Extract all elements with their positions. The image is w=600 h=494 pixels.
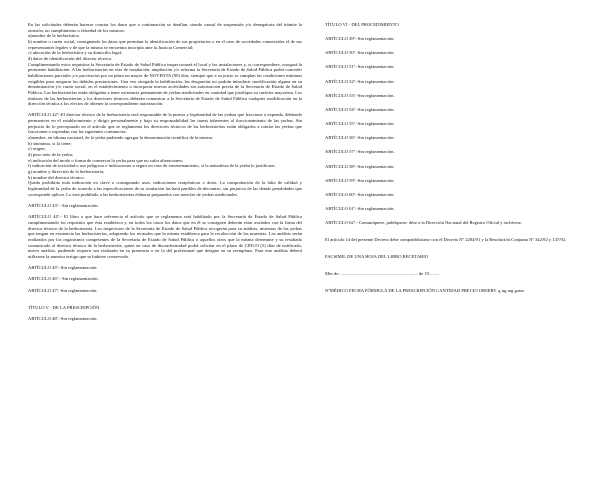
paragraph-spacer xyxy=(325,28,575,37)
paragraph-spacer xyxy=(325,84,575,93)
paragraph-spacer xyxy=(325,277,575,288)
left-column-paragraph: Queda prohibida toda indicación en clave o consignando usos, indicaciones terapéuticas o dosis. La comprobación de la falta de calidad y legitimidad de la yerba de acuerdo a las especificaciones de su rotulación las hará pasibles de decomiso, sin perjuicio de las demás penalidades que corresponde aplicar. Lo está prohibido a las herboristerías elaborar preparados con mezclas de yerbas medicinales. xyxy=(28,180,302,197)
left-column-paragraph: a)nombre de la herborística; xyxy=(28,33,80,39)
right-column-paragraph: ARTÍCULO 55º.-Sin reglamentación. xyxy=(325,121,395,127)
right-column-paragraph: ARTÍCULO 57º.-Sin reglamentación. xyxy=(325,149,395,155)
left-column-paragraph: Cumplimentando estos requisitos la Secretaría de Estado de Salud Pública inspeccionará el local y las instalaciones y, si correspondiere, otorgará la pertinente habilitación. A las herboristerías en vías de instalación, ampliación y/o reforma la Secretaría de Estado de Salud Pública podrá conceder habilitaciones parciales y/o provisorias por un plazo no mayor de NOVENTA (90) días, siempre que a su juicio se cumplan las condiciones mínimas exigibles para asegurar las debidas prestaciones. Una vez otorgada la habilitación, las droguerías no podrán introducir modificación alguna en su denominación y/o razón social, en el establecimiento o incorporar nuevas actividades sin autorización previa de la Secretaría de Estado de Salud Pública. Las herboristerías están obligadas a tener existencia permanente de yerbas medicinales en cantidad que justifique su carácter mayorista. Los titulares de las herboristerías y los directores técnicos deberán comunicar a la Secretaría de Estado de Salud Pública cualquier modificación en la dirección técnica a los efectos de obtener la correspondiente autorización. xyxy=(28,61,302,107)
left-column-paragraph: b) nombre o razón social, consignando los datos que permitan la identificación de sus propietarios o en el caso de sociedades comerciales el de sus representantes legales y de que la misma se encuentra inscripta ante la Justicia Comercial; xyxy=(28,38,302,50)
left-column xyxy=(28,22,302,322)
right-column-paragraph: FACSIMIL DE UNA HOJA DEL LIBRO RECETARIO xyxy=(325,254,429,260)
left-column-paragraph: b) sinónimo, si lo tiene; xyxy=(28,140,72,146)
right-column-paragraph: ARTÍCULO 49º.-Sin reglamentación. xyxy=(325,36,395,42)
paragraph-spacer xyxy=(325,127,575,136)
left-column-paragraph: En las solicitudes deberán hacerse constar los datos que a continuación se detallan, siendo causal de suspensión y/o denegatoria del trámite la omisión, no cumplimiento o falsedad de los mismos: xyxy=(28,22,302,33)
right-column-paragraph: ARTÍCULO 54º.-Sin reglamentación. xyxy=(325,106,395,112)
right-column-paragraph: ARTÍCULO 56º.-Sin reglamentación. xyxy=(325,135,395,141)
right-column-paragraph: ARTÍCULO 59º.-Sin reglamentación. xyxy=(325,177,395,183)
left-column-paragraph: d) peso neto de la yerba; xyxy=(28,152,74,158)
right-column-paragraph: ARTÍCULO 60º.-Sin reglamentación. xyxy=(325,191,395,197)
paragraph-spacer xyxy=(325,169,575,178)
left-column-paragraph: f) indicación de toxicidad o uso peligroso e indicaciones a seguir en caso de envenenamiento, si la naturaleza de la yerba lo justificare; xyxy=(28,163,276,169)
paragraph-spacer xyxy=(325,98,575,107)
left-column-paragraph: ARTÍCULO 43º.- Sin reglamentación. xyxy=(28,202,99,208)
right-column-paragraph: ARTÍCULO 51º.-Sin reglamentación. xyxy=(325,64,395,70)
paragraph-spacer xyxy=(325,141,575,150)
left-column-paragraph: TÍTULO V - DE LA PRESCRIPCIÓN xyxy=(28,304,100,310)
right-column-paragraph: El artículo 14 del presente Decreto debe compatibilizarse con el Decreto Nº 2284/91 y la Resolución Conjunta Nº 342/92 y 147/92. xyxy=(325,237,567,243)
left-column-paragraph: c) origen; xyxy=(28,146,46,152)
right-column-paragraph: ARTÍCULO 53º.-Sin reglamentación. xyxy=(325,92,395,98)
paragraph-spacer xyxy=(325,56,575,65)
left-column-paragraph: ARTÍCULO 42º.-El director técnico de la herboristería será responsable de la pureza y legitimidad de las yerbas que fracciona o expenda, debiendo permanecer en el establecimiento y dirigir personalmente y bajo su responsabilidad las tareas inherentes al fraccionamiento de las yerbas. Sin perjuicio de lo preceptuado en el artículo que se reglamenta los directores técnicos de las herboristerías están obligados a rotular las yerbas que fraccionen o expendan con las siguientes constancias: xyxy=(28,112,302,135)
left-column-paragraph: c) ubicación de la herborística y su domicilio legal; xyxy=(28,50,123,56)
paragraph-spacer xyxy=(325,212,575,221)
left-column-paragraph: ARTÍCULO 44º.- El libro a que hace referencia el artículo que se reglamenta será habilitado por la Secretaría de Estado de Salud Pública cumplimentando los requisitos que ésta establezca y, en todos los casos los datos que en él se consignen deberán estar avalados con la firma del director técnico de la herboristería. Los inspectores de la Secretaría de Estado de Salud Pública recogerán para su análisis, muestras de las yerbas que tengan en existencia las herboristerías, adoptando los recaudos que la misma establezca para la recolección de las muestras. Los análisis serán realizados por los organismos competentes de la Secretaría de Estado de Salud Pública o aquellos otros que la misma determine y su resultado comunicado al director técnico de la herboristería, quien en caso de disconformidad podrá solicitar en el plazo de CINCO (5) días de notificado, nuevo análisis, pudiendo requerir sea realizado en su presencia o en la del profesional que designe en su reemplazo. Para este análisis deberá utilizarse la muestra testigo que se hubiere conservado. xyxy=(28,214,302,259)
right-column-paragraph: NºMÉDICO FECHA FÓRMULA DE LA PRESCRIPCIÓN CANTIDAD PRECIO OBSERV. g ug mg gotas xyxy=(325,288,525,293)
left-column-paragraph: h) nombre del director técnico. xyxy=(28,174,85,180)
paragraph-spacer xyxy=(325,260,575,271)
right-column-paragraph: ARTÍCULO 58º.-Sin reglamentación. xyxy=(325,163,395,169)
paragraph-spacer xyxy=(325,183,575,192)
left-column-paragraph: g) nombre y dirección de la herboristería; xyxy=(28,169,105,175)
right-column xyxy=(325,22,575,294)
paragraph-spacer xyxy=(325,198,575,207)
paragraph-spacer xyxy=(325,113,575,122)
left-column-paragraph: d) datos de identificación del director técnico. xyxy=(28,55,113,61)
left-column-paragraph: e) indicación del modo o forma de conservar la yerba para que no sufra alteraciones; xyxy=(28,157,184,163)
paragraph-spacer xyxy=(325,155,575,164)
left-column-paragraph: ARTÍCULO 46º.- Sin reglamentación. xyxy=(28,276,99,282)
left-column-paragraph: ARTÍCULO 48º.-Sin reglamentación. xyxy=(28,316,98,321)
paragraph-spacer xyxy=(325,70,575,79)
right-column-paragraph: ARTÍCULO 52º.-Sin reglamentación. xyxy=(325,78,395,84)
paragraph-spacer xyxy=(28,293,302,304)
right-column-paragraph: ARTÍCULO 62º.- Comuníquese, publíquese; dése a la Dirección Nacional del Registro Oficial y archívese. xyxy=(325,220,523,226)
left-column-paragraph: a)nombre, en idioma nacional, de la yerba pudiendo agregar la denominación científica de la misma; xyxy=(28,135,213,141)
right-column-paragraph: ARTÍCULO 50º.-Sin reglamentación. xyxy=(325,50,395,56)
left-column-paragraph: ARTÍCULO 47º.-Sin reglamentación. xyxy=(28,287,98,293)
right-column-paragraph: TÍTULO VI - DEL PROCEDIMIENTO xyxy=(325,22,399,27)
right-column-paragraph: ARTÍCULO 61º.-Sin reglamentación. xyxy=(325,206,395,212)
right-column-paragraph: Mes de..................................................................... de 19......... xyxy=(325,271,440,277)
paragraph-spacer xyxy=(325,243,575,254)
paragraph-spacer xyxy=(325,42,575,51)
paragraph-spacer xyxy=(325,226,575,237)
left-column-paragraph: ARTÍCULO 45º.-Sin reglamentación. xyxy=(28,265,98,271)
